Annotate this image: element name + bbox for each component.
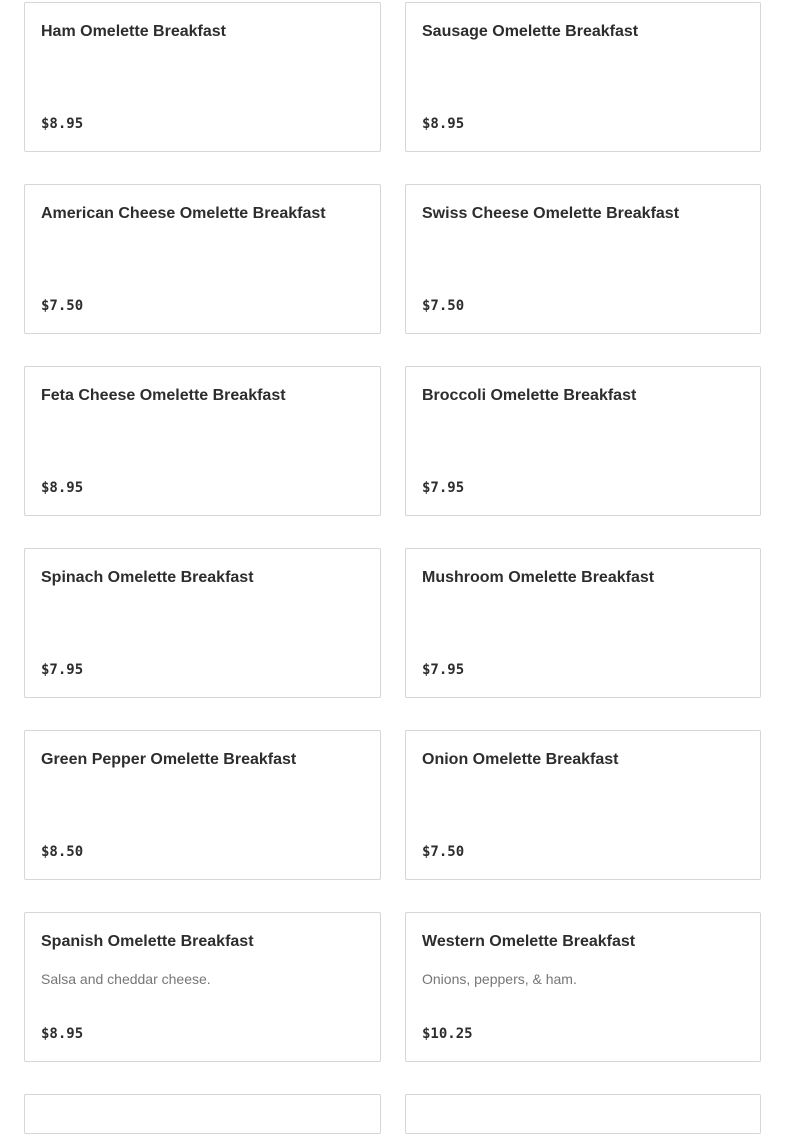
menu-item-card[interactable] xyxy=(405,730,761,880)
menu-item-price: $8.50 xyxy=(41,844,84,860)
menu-item-card[interactable] xyxy=(24,2,381,152)
menu-item-card[interactable] xyxy=(405,184,761,334)
menu-item-row-partial xyxy=(24,1094,761,1134)
menu-item-name: Mushroom Omelette Breakfast xyxy=(422,569,655,586)
menu-item-description: Salsa and cheddar cheese. xyxy=(41,971,211,987)
menu-item-name: Spinach Omelette Breakfast xyxy=(41,569,254,586)
menu-item-card[interactable] xyxy=(24,366,381,516)
menu-item-price: $7.50 xyxy=(422,844,465,860)
menu-item-card[interactable] xyxy=(24,730,381,880)
menu-item-price: $7.95 xyxy=(422,480,465,496)
menu-item-name: Feta Cheese Omelette Breakfast xyxy=(41,387,286,404)
menu-item-price: $8.95 xyxy=(422,116,465,132)
menu-item-card[interactable] xyxy=(24,912,381,1062)
menu-item-name: Swiss Cheese Omelette Breakfast xyxy=(422,205,680,222)
menu-item-price: $8.95 xyxy=(41,116,84,132)
menu-item-name: Sausage Omelette Breakfast xyxy=(422,23,639,40)
menu-item-grid xyxy=(24,2,761,1062)
menu-item-name: American Cheese Omelette Breakfast xyxy=(41,205,326,222)
menu-item-card[interactable] xyxy=(405,548,761,698)
menu-item-card[interactable] xyxy=(405,2,761,152)
menu-item-price: $8.95 xyxy=(41,1026,84,1042)
menu-item-price: $7.50 xyxy=(41,298,84,314)
menu-item-card[interactable] xyxy=(405,1094,761,1134)
menu-item-name: Green Pepper Omelette Breakfast xyxy=(41,751,297,768)
menu-item-price: $7.50 xyxy=(422,298,465,314)
menu-item-name: Spanish Omelette Breakfast xyxy=(41,933,254,950)
menu-item-description: Onions, peppers, & ham. xyxy=(422,971,577,987)
menu-item-card[interactable] xyxy=(24,548,381,698)
menu-item-price: $7.95 xyxy=(422,662,465,678)
menu-item-card[interactable] xyxy=(24,184,381,334)
menu-item-card[interactable] xyxy=(405,366,761,516)
menu-item-name: Ham Omelette Breakfast xyxy=(41,23,226,40)
menu-item-card[interactable] xyxy=(24,1094,381,1134)
menu-item-card[interactable] xyxy=(405,912,761,1062)
menu-item-name: Broccoli Omelette Breakfast xyxy=(422,387,637,404)
menu-item-name: Western Omelette Breakfast xyxy=(422,933,636,950)
menu-item-price: $8.95 xyxy=(41,480,84,496)
menu-item-price: $10.25 xyxy=(422,1026,473,1042)
menu-item-name: Onion Omelette Breakfast xyxy=(422,751,619,768)
menu-item-price: $7.95 xyxy=(41,662,84,678)
